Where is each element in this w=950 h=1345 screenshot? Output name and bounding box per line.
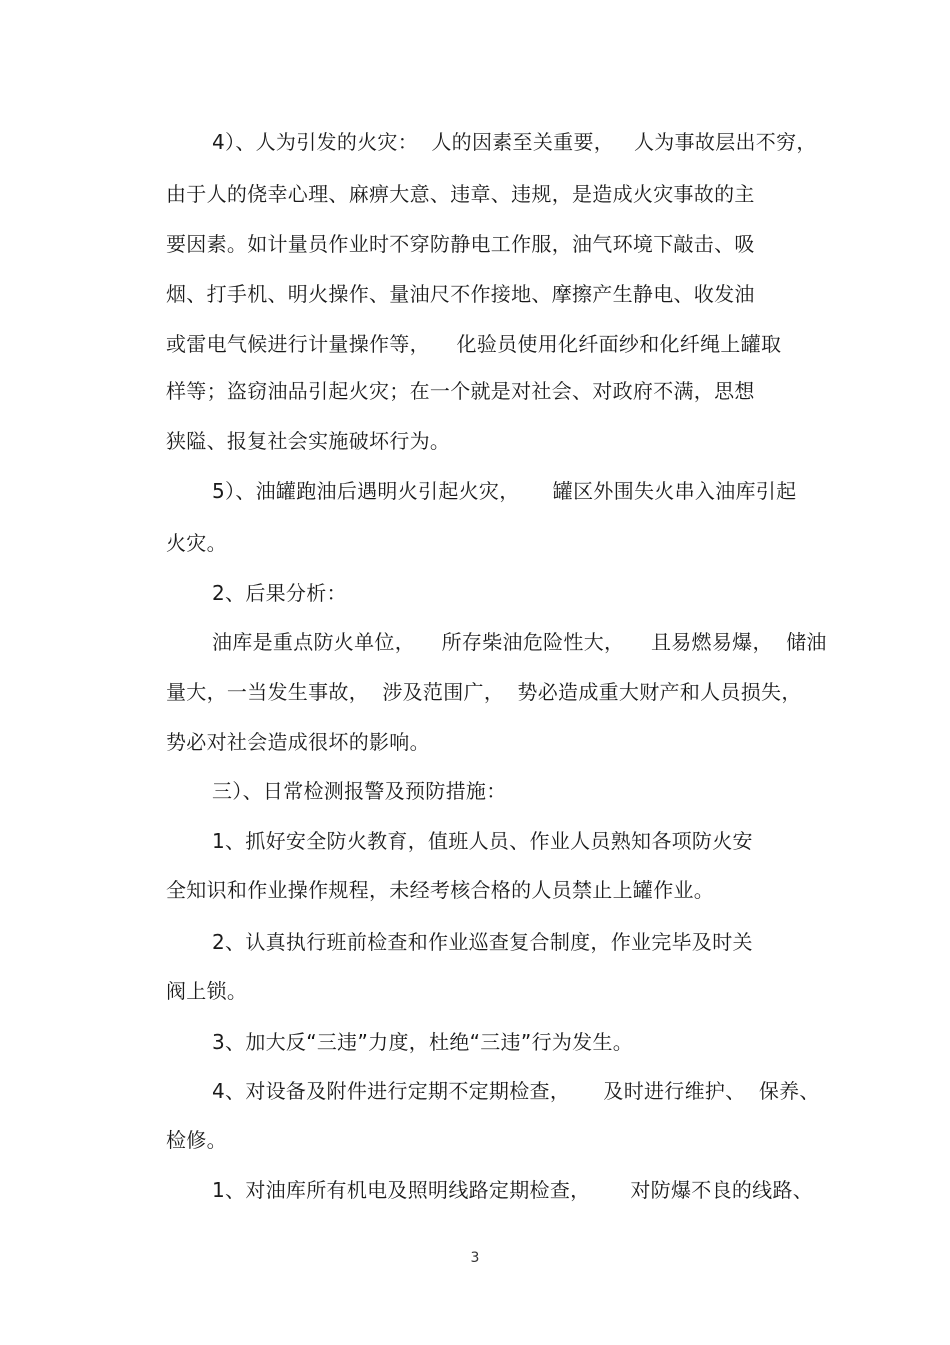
text-line: 火灾。 [166, 531, 227, 555]
text-line: 全知识和作业操作规程，未经考核合格的人员禁止上罐作业。 [166, 878, 715, 902]
text-line: 阀上锁。 [166, 979, 248, 1003]
text-line: 势必对社会造成很坏的影响。 [166, 730, 430, 754]
text-line: 3、加大反“三违”力度，杜绝“三违”行为发生。 [212, 1030, 634, 1054]
text-line: 检修。 [166, 1128, 227, 1152]
text-line: 5）、油罐跑油后遇明火引起火灾， 罐区外围失火串入油库引起 [212, 479, 797, 503]
text-line: 狭隘、报复社会实施破坏行为。 [166, 429, 451, 453]
text-line: 4、对设备及附件进行定期不定期检查， 及时进行维护、 保养、 [212, 1079, 820, 1103]
text-line: 油库是重点防火单位， 所存柴油危险性大， 且易燃易爆， 储油 [212, 630, 827, 654]
text-line: 样等；盗窃油品引起火灾；在一个就是对社会、对政府不满，思想 [166, 379, 755, 403]
page-number: 3 [470, 1250, 480, 1266]
text-line: 量大，一当发生事故， 涉及范围广， 势必造成重大财产和人员损失， [166, 680, 802, 704]
section-heading: 2、后果分析： [212, 581, 347, 605]
text-line: 或雷电气候进行计量操作等， 化验员使用化纤面纱和化纤绳上罐取 [166, 332, 782, 356]
text-line: 2、认真执行班前检查和作业巡查复合制度，作业完毕及时关 [212, 930, 753, 954]
text-line: 1、抓好安全防火教育，值班人员、作业人员熟知各项防火安 [212, 829, 753, 853]
text-line: 4）、人为引发的火灾： 人的因素至关重要， 人为事故层出不穷， [212, 130, 817, 154]
section-heading: 三）、日常检测报警及预防措施： [212, 779, 507, 803]
text-line: 由于人的侥幸心理、麻痹大意、违章、违规，是造成火灾事故的主 [166, 182, 755, 206]
text-line: 要因素。如计量员作业时不穿防静电工作服，油气环境下敲击、吸 [166, 232, 755, 256]
text-line: 1、对油库所有机电及照明线路定期检查， 对防爆不良的线路、 [212, 1178, 814, 1202]
text-line: 烟、打手机、明火操作、量油尺不作接地、摩擦产生静电、收发油 [166, 282, 755, 306]
